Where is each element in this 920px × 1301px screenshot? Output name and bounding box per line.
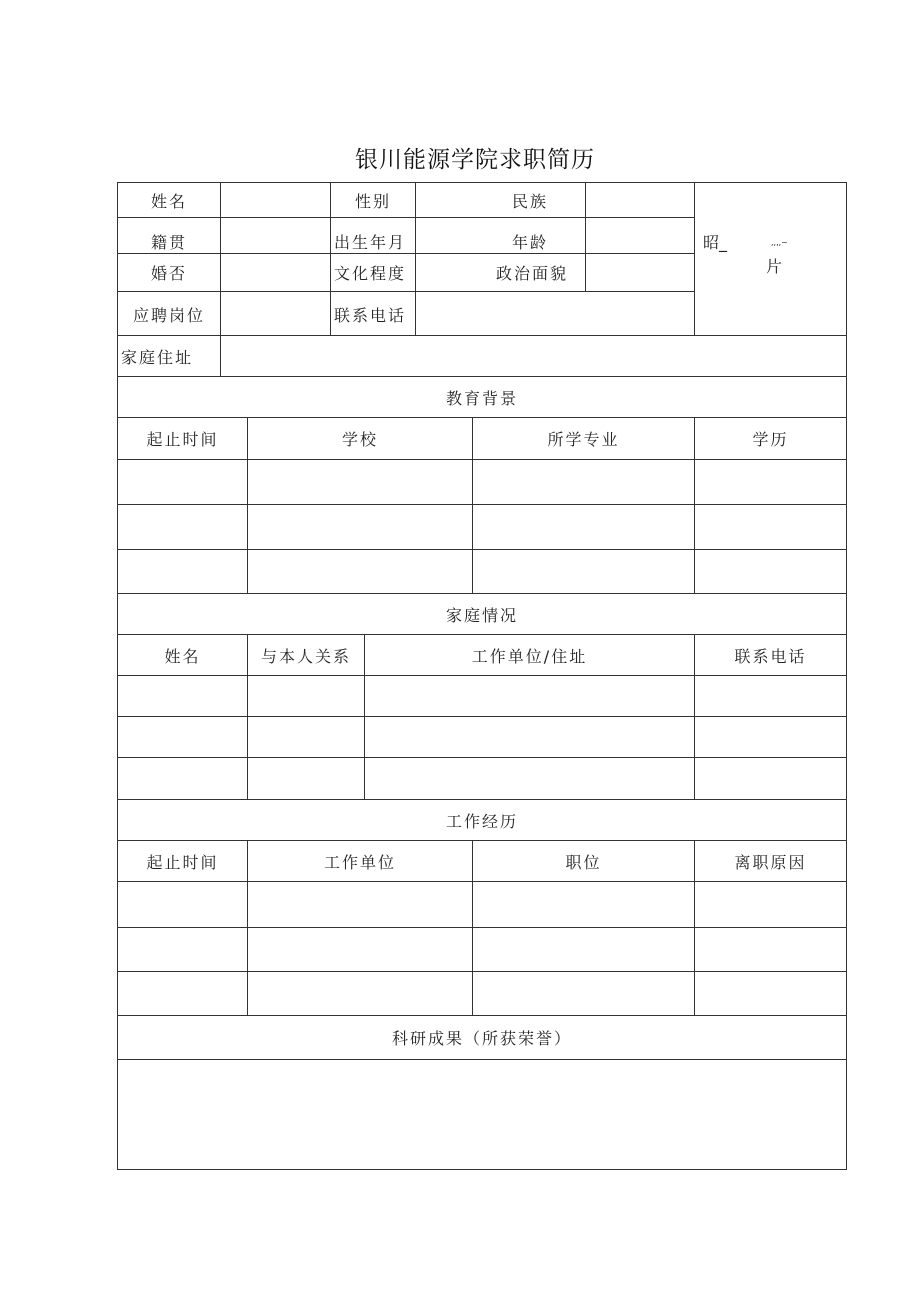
family-header-relation: 与本人关系	[260, 646, 351, 666]
rule	[117, 881, 847, 882]
birth-label: 出生年月	[334, 232, 407, 252]
family-header-employer: 工作单位/住址	[471, 646, 588, 666]
rule	[117, 504, 847, 505]
education-section-title: 教育背景	[445, 388, 518, 408]
rule	[117, 549, 847, 550]
education-header-major: 所学专业	[547, 430, 620, 449]
marital-field[interactable]	[221, 254, 330, 291]
rule	[117, 716, 847, 717]
research-section-title: 科研成果（所获荣誉）	[391, 1029, 572, 1048]
rule	[117, 459, 847, 460]
phone-field[interactable]	[416, 292, 694, 335]
native-place-label: 籍贯	[150, 232, 187, 252]
rule	[117, 1169, 847, 1170]
rule	[694, 182, 695, 335]
political-label: 政治面貌	[496, 263, 569, 283]
ethnicity-field[interactable]	[586, 183, 694, 217]
photo-label-c: 片	[766, 257, 783, 276]
family-header-phone: 联系电话	[734, 646, 807, 666]
work-header-period: 起止时间	[146, 852, 219, 872]
family-section-title: 家庭情况	[445, 605, 518, 625]
education-header-school: 学校	[341, 430, 378, 449]
address-label: 家庭住址	[121, 347, 194, 367]
name-field[interactable]	[221, 183, 330, 217]
work-header-position: 职位	[565, 852, 602, 872]
family-header-name: 姓名	[164, 646, 201, 666]
name-label: 姓名	[150, 191, 187, 211]
ethnicity-label: 民族	[512, 191, 549, 211]
rule	[117, 971, 847, 972]
rule	[117, 927, 847, 928]
position-label: 应聘岗位	[132, 305, 205, 325]
gender-label: 性别	[354, 191, 391, 211]
work-header-employer: 工作单位	[323, 852, 396, 872]
phone-label: 联系电话	[334, 305, 407, 325]
address-field[interactable]	[221, 336, 846, 376]
photo-label-b: ,,,,~	[771, 238, 788, 247]
position-field[interactable]	[221, 292, 330, 335]
education-level-label: 文化程度	[334, 263, 407, 283]
rule	[846, 182, 847, 1170]
education-header-degree: 学历	[752, 430, 789, 449]
rule	[117, 675, 847, 676]
education-header-period: 起止时间	[146, 430, 219, 449]
page-title: 银川能源学院求职简历	[355, 147, 595, 173]
political-field[interactable]	[586, 254, 694, 291]
age-field[interactable]	[586, 218, 694, 253]
work-header-reason: 离职原因	[734, 852, 807, 872]
age-label: 年龄	[512, 232, 549, 252]
photo-label-a: 昭_	[703, 233, 728, 252]
research-field[interactable]	[118, 1060, 846, 1169]
native-place-field[interactable]	[221, 218, 330, 253]
work-section-title: 工作经历	[445, 811, 518, 831]
marital-label: 婚否	[150, 263, 187, 283]
rule	[117, 757, 847, 758]
